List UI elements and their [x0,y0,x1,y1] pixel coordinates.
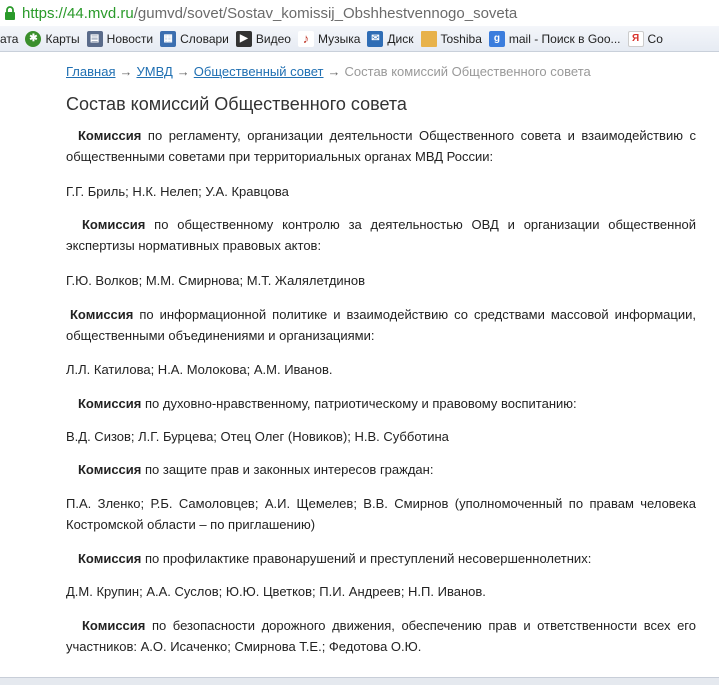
bookmark-news[interactable] [84,31,157,47]
bookmark-toshiba[interactable] [418,31,486,47]
bookmark-label: ата [0,31,19,46]
google-icon: g [489,31,505,47]
commission-description [66,615,696,657]
url-path: /gumvd/sovet/Sostav_komissij_Obshhestvennogo_soveta [133,4,518,22]
bookmark-disk[interactable] [364,31,417,47]
commission-members: В.Д. Сизов; Л.Г. Бурцева; Отец Олег (Новиков); Н.В. Субботина [66,429,449,444]
url-text[interactable] [22,5,517,22]
commission-members: Г.Г. Бриль; Н.К. Нелеп; У.А. Кравцова [66,184,289,199]
bookmark-yandex[interactable] [625,31,667,47]
commission-text: по защите прав и законных интересов граждан: [141,462,434,477]
commission-text: по профилактике правонарушений и преступлений несовершеннолетних: [141,551,592,566]
commission-description [66,304,696,346]
bookmark-label: Музыка [317,31,361,46]
page-content [0,53,719,685]
address-bar[interactable] [0,0,719,26]
dictionary-icon: ▦ [160,31,176,47]
bookmark-label: Новости [106,31,154,46]
lock-icon [2,5,18,21]
commission-description [66,393,696,414]
bookmark-apps[interactable] [0,32,22,46]
video-icon: ▶ [236,31,252,47]
commission-members: Д.М. Крупин; А.А. Суслов; Ю.Ю. Цветков; П.И. Андреев; Н.П. Иванов. [66,584,486,599]
page-title: Состав комиссий Общественного совета [66,94,407,114]
bookmark-label: Со [647,31,663,46]
bookmark-label: Карты [45,31,80,46]
commission-description [66,125,696,167]
bookmark-label: Видео [255,31,291,46]
commission-keyword: Комиссия [82,217,146,232]
breadcrumb-council-link[interactable]: Общественный совет [193,64,324,79]
commission-description [66,459,696,480]
breadcrumb-umvd-link[interactable]: УМВД [136,64,173,79]
horizontal-scrollbar[interactable] [0,677,719,685]
bookmark-maps[interactable] [22,31,83,47]
breadcrumb-separator: → [119,64,133,79]
breadcrumb [66,64,591,79]
commission-keyword: Комиссия [78,128,142,143]
bookmark-dictionaries[interactable] [157,31,233,47]
commission-text: по регламенту, организации деятельности Общественного совета и взаимодействию с общественными советами при территориальных органах МВД России: [66,128,696,164]
commission-keyword: Комиссия [78,462,142,477]
bookmarks-bar [0,26,719,52]
bookmark-label: Toshiba [440,31,482,46]
breadcrumb-home-link[interactable]: Главная [66,64,116,79]
commission-members: П.А. Зленко; Р.Б. Самоловцев; А.И. Щемелев; В.В. Смирнов (уполномоченный по правам человека Костромской области – по приглашению) [66,496,696,532]
maps-icon: ✱ [25,31,41,47]
commission-text: по общественному контролю за деятельностью ОВД и организации общественной экспертизы нормативных правовых актов: [66,217,696,253]
breadcrumb-separator: → [176,64,190,79]
commission-keyword: Комиссия [78,396,142,411]
disk-icon: ✉ [367,31,383,47]
commission-description [66,548,696,569]
commission-keyword: Комиссия [78,551,142,566]
breadcrumb-separator: → [327,64,341,79]
bookmark-label: Диск [387,31,414,46]
bookmark-video[interactable] [233,31,295,47]
bookmark-music[interactable] [295,31,364,47]
commission-members: Г.Ю. Волков; М.М. Смирнова; М.Т. Жалялетдинов [66,273,365,288]
commission-text: по безопасности дорожного движения, обеспечению прав и ответственности всех его участников: А.О. Исаченко; Смирнова Т.Е.; Федотова О.Ю. [66,618,696,654]
yandex-icon: Я [628,31,644,47]
url-host: https://44.mvd.ru [22,4,134,22]
bookmark-google-search[interactable] [486,31,625,47]
folder-icon [421,31,437,47]
commission-description [66,214,696,256]
bookmark-label: Словари [180,31,229,46]
commission-keyword: Комиссия [82,618,146,633]
breadcrumb-current: Состав комиссий Общественного совета [344,64,591,79]
bookmark-label: mail - Поиск в Goo... [508,31,621,46]
commission-text: по духовно-нравственному, патриотическому и правовому воспитанию: [141,396,577,411]
commission-keyword: Комиссия [70,307,134,322]
commission-text: по информационной политике и взаимодействию со средствами массовой информации, общественными объединениями и организациями: [66,307,696,343]
news-icon: ▤ [87,31,103,47]
commission-members: Л.Л. Катилова; Н.А. Молокова; А.М. Иванов. [66,362,333,377]
music-icon: ♪ [298,31,314,47]
